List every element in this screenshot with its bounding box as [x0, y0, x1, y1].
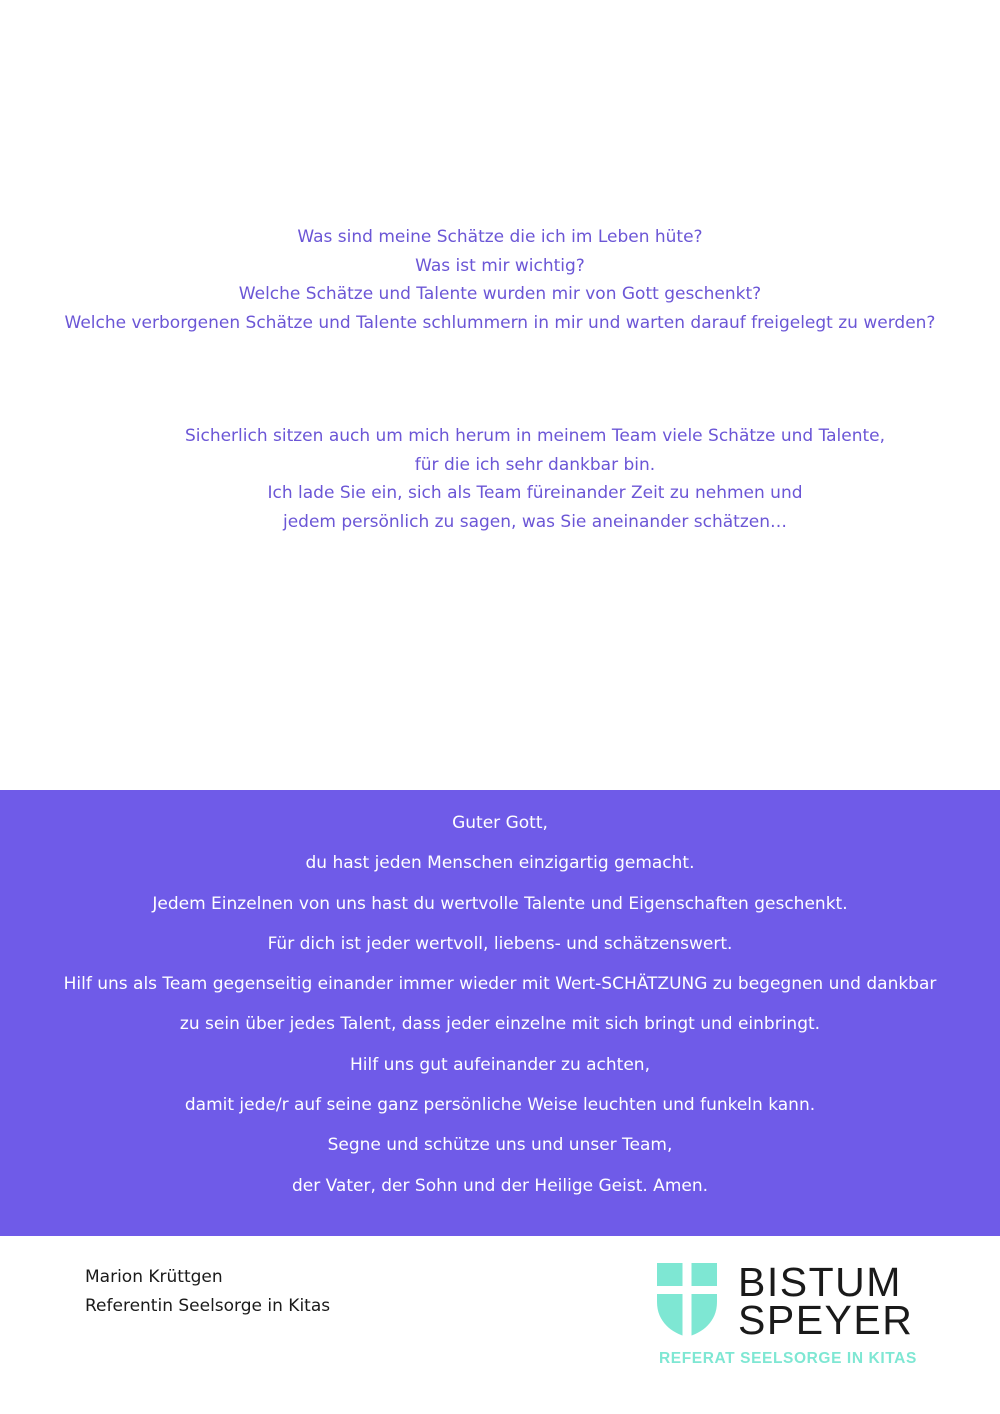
- prayer-line: zu sein über jedes Talent, dass jeder einzelne mit sich bringt und einbringt.: [179, 1014, 821, 1035]
- invitation-line: Sicherlich sitzen auch um mich herum in meinem Team viele Schätze und Talente,: [184, 426, 886, 446]
- prayer-line: Für dich ist jeder wertvoll, liebens- und schätzenswert.: [267, 933, 733, 954]
- prayer-line: du hast jeden Menschen einzigartig gemacht.: [305, 853, 695, 874]
- questions-block: [0, 223, 1000, 337]
- prayer-line: Segne und schütze uns und unser Team,: [327, 1135, 673, 1156]
- logo-word-bistum: BISTUM: [738, 1259, 902, 1305]
- prayer-line: Jedem Einzelnen von uns hast du wertvolle Talente und Eigenschaften geschenkt.: [152, 893, 848, 914]
- question-line: Welche verborgenen Schätze und Talente schlummern in mir und warten darauf freigelegt zu werden?: [64, 312, 936, 333]
- prayer-line: Hilf uns gut aufeinander zu achten,: [350, 1054, 650, 1075]
- invitation-block: [35, 422, 1000, 536]
- logo-subtitle: REFERAT SEELSORGE IN KITAS: [659, 1350, 917, 1367]
- prayer-line: Guter Gott,: [452, 813, 548, 833]
- invitation-line: Ich lade Sie ein, sich als Team füreinander Zeit zu nehmen und: [267, 483, 803, 503]
- author-role: Referentin Seelsorge in Kitas: [85, 1296, 331, 1316]
- prayer-line: Hilf uns als Team gegenseitig einander immer wieder mit Wert-SCHÄTZUNG zu begegnen und dankbar: [63, 974, 937, 995]
- question-line: Was sind meine Schätze die ich im Leben hüte?: [297, 227, 703, 247]
- invitation-line: für die ich sehr dankbar bin.: [414, 454, 656, 475]
- prayer-line: damit jede/r auf seine ganz persönliche Weise leuchten und funkeln kann.: [184, 1095, 816, 1116]
- question-line: Was ist mir wichtig?: [415, 255, 585, 276]
- shield-cross-icon: [656, 1262, 718, 1338]
- prayer-panel: [0, 790, 1000, 1236]
- author-name: Marion Krüttgen: [85, 1267, 223, 1287]
- invitation-line: jedem persönlich zu sagen, was Sie aneinander schätzen…: [282, 511, 787, 532]
- question-line: Welche Schätze und Talente wurden mir von Gott geschenkt?: [238, 284, 762, 304]
- prayer-line: der Vater, der Sohn und der Heilige Geist. Amen.: [291, 1175, 709, 1196]
- bistum-speyer-logo: [656, 1259, 936, 1372]
- logo-word-speyer: SPEYER: [738, 1297, 914, 1343]
- author-block: [85, 1263, 330, 1321]
- prayer-text: [0, 808, 1000, 1211]
